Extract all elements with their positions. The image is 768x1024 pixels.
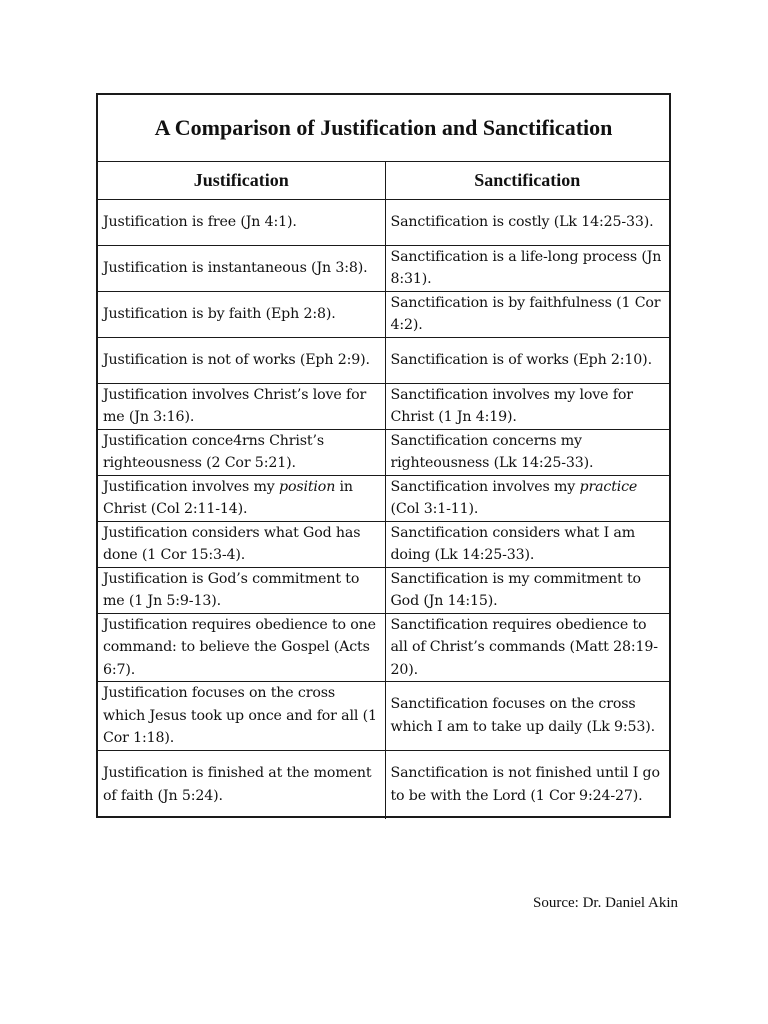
table-row — [98, 383, 669, 429]
justification-cell: Justification involves Christ’s love for me (Jn 3:16). — [98, 383, 385, 429]
justification-cell — [98, 475, 385, 521]
table-row — [98, 291, 669, 337]
sanctification-cell — [385, 475, 669, 521]
sanctification-cell: Sanctification is of works (Eph 2:10). — [385, 337, 669, 383]
cell-text: Sanctification involves my — [390, 478, 580, 495]
emphasis-position: position — [279, 478, 336, 495]
table-row — [98, 475, 669, 521]
justification-cell: Justification is by faith (Eph 2:8). — [98, 291, 385, 337]
sanctification-cell: Sanctification focuses on the cross which I am to take up daily (Lk 9:53). — [385, 682, 669, 751]
comparison-table-frame — [96, 93, 671, 818]
header-justification: Justification — [98, 162, 385, 199]
sanctification-cell: Sanctification is my commitment to God (Jn 14:15). — [385, 567, 669, 613]
cell-text: (Col 3:1-11). — [390, 501, 479, 517]
table-row — [98, 199, 669, 245]
table-row — [98, 245, 669, 291]
comparison-table — [98, 162, 669, 819]
table-title: A Comparison of Justification and Sanctification — [98, 95, 669, 162]
cell-text: in Christ (Col 2:11-14). — [103, 478, 353, 517]
sanctification-cell: Sanctification is costly (Lk 14:25-33). — [385, 199, 669, 245]
justification-cell: Justification conce4rns Christ’s righteousness (2 Cor 5:21). — [98, 429, 385, 475]
table-row — [98, 337, 669, 383]
justification-cell: Justification is not of works (Eph 2:9). — [98, 337, 385, 383]
justification-cell: Justification is God’s commitment to me (1 Jn 5:9-13). — [98, 567, 385, 613]
sanctification-cell: Sanctification concerns my righteousness (Lk 14:25-33). — [385, 429, 669, 475]
table-row — [98, 750, 669, 819]
sanctification-cell: Sanctification is by faithfulness (1 Cor 4:2). — [385, 291, 669, 337]
justification-cell: Justification considers what God has done (1 Cor 15:3-4). — [98, 521, 385, 567]
table-row — [98, 429, 669, 475]
justification-cell: Justification is free (Jn 4:1). — [98, 199, 385, 245]
justification-cell: Justification is instantaneous (Jn 3:8). — [98, 245, 385, 291]
table-row — [98, 682, 669, 751]
cell-text: Justification involves my — [103, 478, 280, 495]
table-row — [98, 521, 669, 567]
table-row — [98, 567, 669, 613]
sanctification-cell: Sanctification is a life-long process (Jn 8:31). — [385, 245, 669, 291]
justification-cell: Justification is finished at the moment of faith (Jn 5:24). — [98, 750, 385, 819]
sanctification-cell: Sanctification requires obedience to all of Christ’s commands (Matt 28:19-20). — [385, 613, 669, 682]
source-attribution: Source: Dr. Daniel Akin — [533, 895, 678, 911]
sanctification-cell: Sanctification is not finished until I go to be with the Lord (1 Cor 9:24-27). — [390, 765, 660, 804]
justification-cell: Justification requires obedience to one command: to believe the Gospel (Acts 6:7). — [98, 613, 385, 682]
header-row — [98, 162, 669, 199]
justification-cell: Justification focuses on the cross which Jesus took up once and for all (1 Cor 1:18). — [98, 682, 385, 751]
emphasis-practice: practice — [579, 478, 638, 495]
header-sanctification: Sanctification — [385, 162, 669, 199]
sanctification-cell: Sanctification involves my love for Christ (1 Jn 4:19). — [385, 383, 669, 429]
sanctification-cell: Sanctification considers what I am doing (Lk 14:25-33). — [385, 521, 669, 567]
table-row — [98, 613, 669, 682]
